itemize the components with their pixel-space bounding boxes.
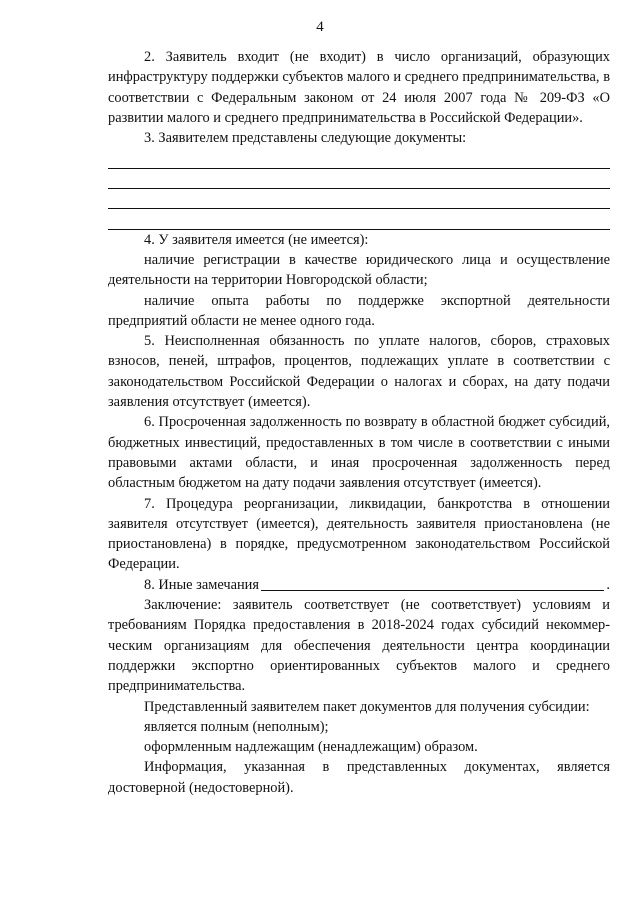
item-3-paragraph: 3. Заявителем представлены следующие документы: <box>144 130 467 147</box>
item-6-paragraph: 6. Просроченная задолженность по возврату в областной бюджет субсидий, бюджетных инвестиций, предоставленных в том числе в соответствии с иными правовыми актами области, и иная просроченная задолженность перед областным бюджетом на дату подачи заявления отсутствует (имеется). <box>108 414 610 492</box>
item-4-paragraph: 4. У заявителя имеется (не имеется): <box>144 231 369 248</box>
documents-blank-line-3 <box>108 189 610 209</box>
item-8-line <box>108 575 610 595</box>
item-8-end: . <box>606 576 610 593</box>
item-5-paragraph: 5. Неисполненная обязанность по уплате налогов, сборов, страховых взносов, пеней, штрафов, процентов, подлежащих уплате в соответствии с законодательством Российской Федерации о налогах и сборах, на дату подачи заявления отсутствует (имеется). <box>108 333 610 411</box>
info-paragraph: Информация, указанная в представленных документах, является достоверной (недостоверной). <box>108 759 610 796</box>
item-4-registration: наличие регистрации в качестве юридического лица и осуществление деятельности на территории Новгородской области; <box>108 251 610 289</box>
item-4-experience: наличие опыта работы по поддержке экспортной деятельности предприятий области не менее одного года. <box>108 292 610 329</box>
item-8-label: 8. Иные замечания <box>144 576 259 593</box>
package-paragraph: Представленный заявителем пакет документов для получения субсидии: <box>144 698 590 715</box>
item-2-paragraph: 2. Заявитель входит (не входит) в число организаций, образующих инфраструктуру поддержки субъектов малого и среднего предпринимательства, в соответствии с Федеральным законом от 24 июля 2007 года № 209-ФЗ «О развитии малого и среднего предпринимательства в Российской Федерации». <box>108 49 610 126</box>
documents-blank-line-2 <box>108 169 610 189</box>
page-number: 4 <box>316 19 324 35</box>
documents-blank-line-4 <box>108 209 610 229</box>
package-formatted: оформленным надлежащим (ненадлежащим) образом. <box>144 739 478 756</box>
other-remarks-blank <box>261 589 604 591</box>
conclusion-paragraph: Заключение: заявитель соответствует (не соответствует) условиям и требованиям Порядка предоставления в 2018-2024 годах субсидий некоммер- ческим организациям для обеспечения деятельности центра координации поддержки экспортно ориентированных субъектов малого и среднего предпринимательства. <box>108 597 610 695</box>
package-complete: является полным (неполным); <box>144 718 329 735</box>
documents-blank-line-1 <box>108 148 610 168</box>
document-body <box>108 47 610 798</box>
item-7-paragraph: 7. Процедура реорганизации, ликвидации, банкротства в отношении заявителя отсутствует (имеется), деятельность заявителя приостановлена (не приостановлена) в порядке, предусмотренном законодательством Российской Федерации. <box>108 495 610 573</box>
